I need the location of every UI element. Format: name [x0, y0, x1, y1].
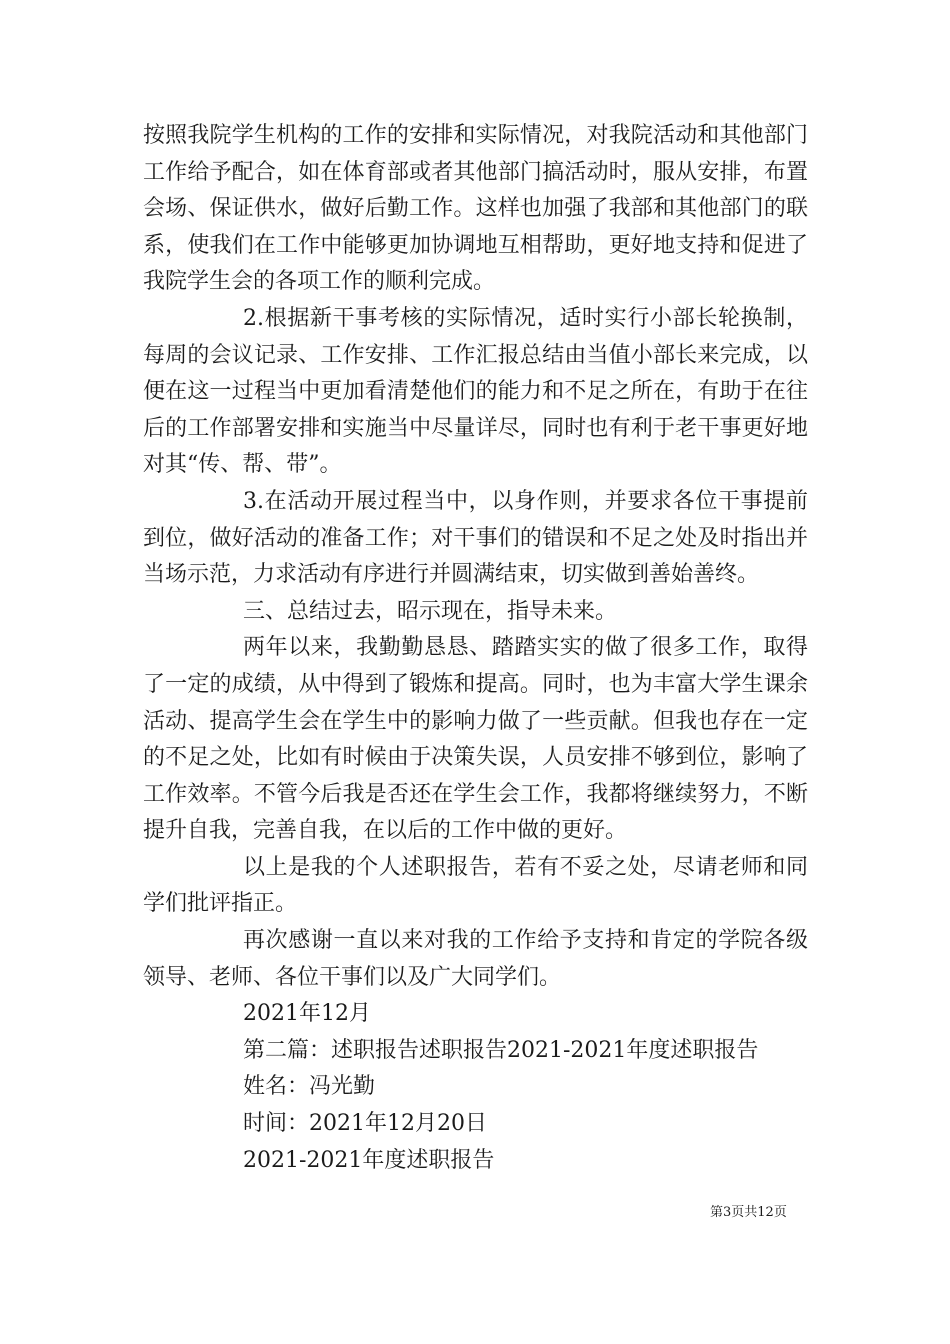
paragraph-closing: 以上是我的个人述职报告，若有不妥之处，尽请老师和同学们批评指正。 — [143, 854, 808, 917]
report-time: 时间：2021年12月20日 — [243, 1111, 487, 1137]
paragraph-cooperation: 按照我院学生机构的工作的安排和实际情况，对我院活动和其他部门工作给予配合，如在体育部或者其他部门搞活动时，服从安排，布置会场、保证供水，做好后勤工作。这样也加强了我部和其他部门的联系，使我们在工作中能够更加协调地互相帮助，更好地支持和促进了我院学生会的各项工作的顺利完成。 — [143, 123, 808, 295]
document-body — [143, 118, 808, 1179]
page-number-footer: 第3页共12页 — [710, 1205, 787, 1220]
second-article-title: 第二篇：述职报告述职报告2021-2021年度述职报告 — [243, 1037, 759, 1063]
paragraph-item-2: 2.根据新干事考核的实际情况，适时实行小部长轮换制，每周的会议记录、工作安排、工作汇报总结由当值小部长来完成，以便在这一过程当中更加看清楚他们的能力和不足之所在，有助于在往后的工作部署安排和实施当中尽量详尽，同时也有利于老干事更好地对其“传、帮、带”。 — [143, 305, 808, 478]
author-name: 姓名：冯光勤 — [243, 1074, 376, 1100]
report-title: 2021-2021年度述职报告 — [243, 1147, 495, 1173]
paragraph-thanks: 再次感谢一直以来对我的工作给予支持和肯定的学院各级领导、老师、各位干事们以及广大同学们。 — [143, 928, 808, 990]
paragraph-two-years: 两年以来，我勤勤恳恳、踏踏实实的做了很多工作，取得了一定的成绩，从中得到了锻炼和提高。同时，也为丰富大学生课余活动、提高学生会在学生中的影响力做了一些贡献。但我也存在一定的不足之处，比如有时候由于决策失误，人员安排不够到位，影响了工作效率。不管今后我是否还在学生会工作，我都将继续努力，不断提升自我，完善自我，在以后的工作中做的更好。 — [143, 635, 808, 844]
section-heading-summary: 三、总结过去，昭示现在，指导未来。 — [243, 598, 618, 624]
paragraph-item-3: 3.在活动开展过程当中，以身作则，并要求各位干事提前到位，做好活动的准备工作；对干事们的错误和不足之处及时指出并当场示范，力求活动有序进行并圆满结束，切实做到善始善终。 — [143, 488, 808, 588]
date-line: 2021年12月 — [243, 1001, 371, 1027]
